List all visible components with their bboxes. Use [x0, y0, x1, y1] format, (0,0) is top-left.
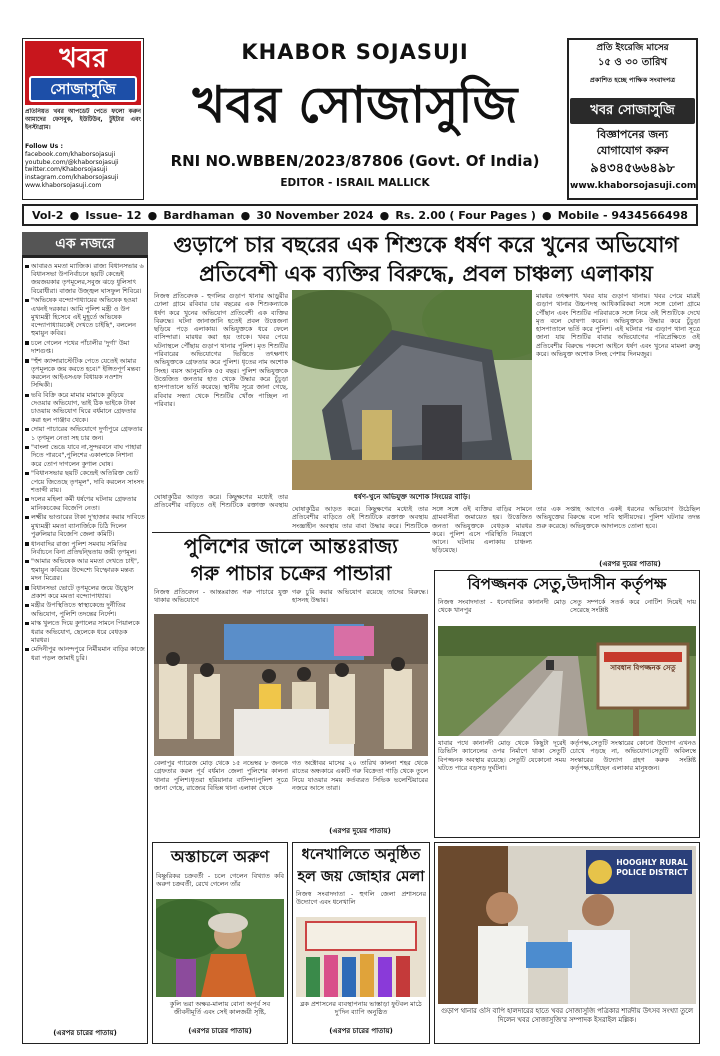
right-web[interactable]: www.khaborsojasuji.com [570, 181, 697, 191]
police-banner-text: HOOGHLY RURAL POLICE DISTRICT [616, 858, 688, 877]
glance-item[interactable]: দলের মহিলা কর্মী ধর্ষণের ঘটনায় গ্রেফতার মানিকচকের বিজেপি নেতা। [25, 495, 145, 511]
social-instagram[interactable]: instagram.com/khaborsojasuji [25, 174, 119, 182]
mela-body: নিজস্ব সংবাদদাতা - হুগলি জেলা প্রশাসনের উদ্যোগে এবং ধনেখালি [296, 890, 426, 907]
lead-photo [292, 290, 532, 490]
social-website[interactable]: www.khaborsojasuji.com [25, 181, 102, 189]
masthead-title-bn: খবর সোজাসুজি [192, 76, 518, 134]
glance-item[interactable]: মাস্ক খুলতে দিয়ে কুণালের সামনে পিয়ালকে ধরার অভিযোগ, ছেলেকে ধরে বেধড়ক মারধর। [25, 619, 145, 644]
glance-item[interactable]: দোয়া পাচারের অভিযোগে দুর্গাপুরে গ্রেফতার ১ তৃণমূল নেতা সহ চার জন। [25, 425, 145, 441]
right-ad2: যোগাযোগ করুন [596, 144, 669, 157]
mela-photo-image [296, 917, 426, 997]
glance-item[interactable]: মন্ত্রীর উপস্থিতিতে স্বাস্থ্যকেন্দ্রে দুর্নীতির অভিযোগ, পুলিশি তদন্তের নির্দেশ। [25, 601, 145, 617]
cattle-continued[interactable]: (এরপর দুয়ের পাতায়) [329, 827, 391, 835]
lead-col-3b: ঘোষাকুঠির আড়ত করে। কিছুক্ষণের মধ্যেই তার প্রতিবেশীর বাড়িতে ওই শিশুটিকে রক্তাক্ত অবস্থায় সংজ্ঞাহীন অবস্থায় তার বাবা উদ্ধার করে। শিশুটিকে [292, 505, 428, 529]
glance-item[interactable]: "আমার অভিষেক আর মমতা দেখতে চাই", হুমায়ুন কবিরের উদ্দেশ্যে বিস্ফোরক মন্তব্য মদন মিত্রের। [25, 557, 145, 582]
glance-continued[interactable]: (এরপর চারের পাতায়) [53, 1029, 117, 1037]
info-price: Rs. 2.00 ( Four Pages ) [395, 208, 536, 222]
cattle-body-2: গত অক্টোবর মাসের ২০ তারিখ কালনা শহর থেকে রাতের অন্ধকারে একটি গরু বিক্রেতা গাড়ি থেকে তুলে নিয়ে যাওয়ার সময় কর্তব্যরত সিভিক ভলেন্টিয়ারের নজরে আসে তারা। [292, 759, 428, 792]
bridge-sign-text: সাবধান বিপজ্জনক সেতু [610, 664, 676, 672]
right-ad1: বিজ্ঞাপনের জন্য [597, 128, 668, 141]
glance-title-bar [22, 232, 148, 258]
glance-item[interactable]: ভবি বিক্রি করে মামার মামাকে কুড়িয়ে দেওয়ার অভিযোগ, ভাই ঠিক ভাইকে টাকা চাওয়ায় অভিযোগ ঘিরে বর্ধমানে গ্রেফতার করা হল পাঞ্জাব থেকে। [25, 391, 145, 424]
arun-headline[interactable]: অস্তাচলে অরুণ [170, 847, 270, 866]
cattle-photo-image [154, 614, 428, 756]
cattle-headline-2[interactable]: গরু পাচার চক্রের পান্ডারা [190, 561, 392, 585]
cattle-photo [154, 614, 428, 756]
info-bar [22, 204, 698, 226]
lead-col-2: মারধর তৎক্ষণাৎ খবর যায় গুড়াপ থানায়। খবর পেয়ে মাত্রই গুড়াপ থানার উচ্চপদস্থ আধিকারিকরা সঙ্গে সঙ্গে ঢোলা গ্রামে পৌঁছান এবং শিশুটির পরিবারকে সঙ্গে নিয়ে ওই শিশুটিকে দেখে মৃত বলে ঘোষণা করেন। অভিযুক্তকে উদ্ধার করে চুঁচুড়া হাসপাতালে ভর্তি করে পুলিশ। এই ঘটনার পর গুড়াপ থানা সূত্রে জানা যায় শিশুটির বাবার অভিযোগের পরিপ্রেক্ষিতে ওই প্রতিবেশীর বিরুদ্ধে পকসো আইনে ধর্ষণ এবং খুনের মামলা রুজু করে। অভিযুক্ত অশোক সিংহ পেশায় দিনমজুর। [536, 292, 700, 359]
lead-photo-image [292, 290, 532, 490]
cattle-body-1: বেলাপুর গ্যারেজ মোড় থেকে ১৫ নভেম্বর ৮ জনকে গ্রেফতার করল পূর্ব বর্ধমান জেলা পুলিশের কালনা থানার পুলিশ।ধৃতরা হরিয়ানার বাসিন্দা।পুলিশ সূত্রে জানা গেছে, রাজ্যের বিভিন্ন থানা এলাকা থেকে [154, 759, 288, 792]
glance-list [25, 262, 145, 1024]
bullet-icon: ● [240, 208, 251, 222]
social-links [25, 143, 141, 190]
lead-col-3: ঘোষাকুঠির আড়ত করে। কিছুক্ষণের মধ্যেই তার প্রতিবেশীর বাড়িতে ওই শিশুটিকে রক্তাক্ত অবস্থায় [154, 493, 288, 509]
follow-label: Follow Us : [25, 143, 63, 150]
bridge-body-1: যাবার পথে কানানদী মোড় থেকে কিছুটা দূরেই ডিভিসি ক্যানেলের ওপর নির্মাণে থাকা সেতুটি বিপজ্জনক অবস্থায় রয়েছে। সেতুটি যেকোনো সময় ঘটতে পারে বড়সড় দুর্ঘটনা। [438, 739, 566, 772]
social-youtube[interactable]: youtube.com/@khaborsojasuji [25, 158, 119, 166]
lead-caption: ধর্ষণ-খুনে অভিযুক্ত অশোক সিংয়ের বাড়ি। [353, 493, 471, 501]
bridge-col-2: সেতু সম্পর্কে সতর্ক করে নোটিশ দিয়েই দায় সেরেছে সংশ্লিষ্ট [570, 598, 696, 615]
masthead-logo[interactable] [25, 41, 141, 105]
bullet-icon: ● [69, 208, 80, 222]
info-issue: Issue- 12 [85, 208, 142, 222]
lead-continued[interactable]: (এরপর দুয়ের পাতায়) [599, 560, 661, 568]
info-place: Bardhaman [163, 208, 235, 222]
right-line3: প্রকাশিত হচ্ছে পাক্ষিক সংবাদপত্র [589, 76, 676, 84]
bridge-headline[interactable]: বিপজ্জনক সেতু,উদাসীন কর্তৃপক্ষ [467, 575, 667, 593]
arun-photo [156, 899, 284, 997]
social-facebook[interactable]: facebook.com/khaborsojasuji [25, 150, 116, 158]
bridge-photo-image [438, 626, 696, 736]
bridge-body-2: কর্তৃপক্ষ,সেতুটি সংস্কারের কোনো উদ্যোগ এখনও চোখে পড়ছে না, অভিযোগ।সেতুটি অবিলম্বে সংস্কারের উদ্যোগ গ্রহণ করুক সংশ্লিষ্ট কর্তৃপক্ষ,চাইছেন এলাকার মানুষজন। [570, 739, 696, 772]
glance-item[interactable]: চলে গেলেন পথের পাঁচালীর 'দুর্গা' উমা দাশগুপ্ত। [25, 339, 145, 355]
masthead-rni: RNI NO.WBBEN/2023/87806 (Govt. Of India) [170, 152, 540, 170]
masthead-title-en: KHABOR SOJASUJI [241, 40, 469, 64]
arun-caption: কুলি ভরা অক্ষর-মালায় বোনা অপূর্ব সব জীবনীমূর্তি এবং সেই কালজয়ী সৃষ্টি, [169, 1000, 271, 1016]
right-brand-text: খবর সোজাসুজি [590, 103, 675, 118]
mela-headline-1[interactable]: ধনেখালিতে অনুষ্ঠিত [301, 847, 421, 863]
glance-item[interactable]: "বাংলা ভেঙে যাবে না,সুন্দরবনে বাঘ পাহারা দিতে পারবে",পুলিশের একাংশকে নিশানা করে তোপ দাগলেন কুণাল ঘোষ। [25, 443, 145, 468]
lead-col-4: সঙ্গে সঙ্গে ওই ব্যক্তির বাড়ির সামনে গ্রামবাসীরা জমায়েত হয়। উত্তেজিত জনতা অভিযুক্তকে বেধড়ক মারধর করে। পুলিশ এসে পরিস্থিতি নিয়ন্ত্রণে আনে। ঘটনায় এলাকায় চাঞ্চল্য ছড়িয়েছে। [432, 505, 532, 555]
right-phone[interactable]: ৯৪৩৪৫৬৬৪৯৮ [590, 161, 675, 176]
glance-item[interactable]: "অভিষেক বন্দ্যোপাধ্যায়ের অভিষেক হওয়া এখনই দরকার। আমি পুলিশ মন্ত্রী ও উপ মুখ্যমন্ত্রী হিসেবে এই মুহূর্তে অভিষেক বন্দ্যোপাধ্যায়কেই দেখতে চাইছি", বললেন হুমায়ুন কবির। [25, 296, 145, 337]
bridge-col-1: নিজস্ব সংবাদদাতা - ধনেখালির কানানদী মোড় থেকে খানপুর [438, 598, 566, 615]
info-date: 30 November 2024 [256, 208, 374, 222]
bullet-icon: ● [542, 208, 552, 222]
glance-item[interactable]: বিধানসভা ভোটে তৃণমূলের জয়ে উচ্ছ্বাস প্রকাশ করে মমতা বন্দ্যোপাধ্যায়। [25, 584, 145, 600]
social-twitter[interactable]: twitter.com/Khaborsojasuji [25, 166, 108, 174]
cattle-col-2: গরু চুরি করার অভিযোগ রয়েছে তাদের বিরুদ্ধে। হাসনহ উদ্ধার। [292, 588, 428, 605]
mela-headline-2[interactable]: হল জয় জোহার মেলা [297, 869, 425, 885]
right-line1: প্রতি ইংরেজি মাসের [596, 43, 669, 53]
police-photo [438, 846, 696, 1004]
info-mobile: Mobile - 9434566498 [557, 208, 688, 222]
lead-col-5: তার এক সপ্তাহ আগেও একই ধরনের অভিযোগ উঠেছিল অভিযুক্তের বিরুদ্ধে বলে দাবি স্থানীয়দের। পুলিশ ঘটনার তদন্ত শুরু করেছে। অভিযুক্তকে আদালতে তোলা হবে। [536, 505, 700, 530]
lead-headline-1[interactable]: গুড়াপে চার বছরের এক শিশুকে ধর্ষণ করে খুনের অভিযোগ [173, 233, 679, 258]
masthead-editor: EDITOR - ISRAIL MALLICK [280, 177, 430, 189]
arun-continued[interactable]: (এরপর চারের পাতায়) [188, 1027, 252, 1035]
bridge-photo [438, 626, 696, 736]
logo-bottom-text: সোজাসুজি [50, 80, 116, 98]
glance-item[interactable]: লক্ষ্মীর ভাণ্ডারের টাকা দু'হাজার করার দাবিতে মুখ্যমন্ত্রী মমতা ব্যানার্জিকে চিঠি দিলেন পুরুলিয়ার বিজেপি জেলা কমিটি। [25, 513, 145, 538]
arun-body: বিষ্ণুরিকর চক্রবর্তী - চলে গেলেন বিখ্যাত কবি অরুণ চক্রবর্তী, রেখে গেলেন তাঁর [156, 872, 284, 889]
right-brand-badge [570, 98, 695, 124]
glance-item[interactable]: ধানবাদির রাজ্য পুলিশ সমবায় সমিতির নির্বাচনে বিনা প্রতিদ্বন্দ্বিতায় জয়ী তৃণমূল। [25, 540, 145, 556]
glance-item[interactable]: মেদিনীপুর আনন্দপুরে নির্মীয়মান বাড়ির কাজে ধরা পড়ল জামাই চুরি। [25, 645, 145, 661]
mela-caption: ব্লক প্রশাসনের ব্যবস্থাপনায় ভাস্তাড়া ফুটবল মাঠে দু'দিন ব্যাপি অনুষ্ঠিত [300, 1000, 422, 1016]
right-line2: ১৫ ও ৩০ তারিখ [597, 57, 668, 68]
arun-photo-image [156, 899, 284, 997]
cattle-col-1: নিজস্ব প্রতিবেদন - আন্তঃরাজ্য গরু পাচারে যুক্ত থাকার অভিযোগে [154, 588, 288, 605]
glance-item[interactable]: আবারও মমতা ম্যাজিক। রাজ্য বিধানসভার ৬ বিধানসভা উপনির্বাচনে ছয়টি কেন্দ্রেই জয়জয়কার তৃণমূলের,সবুজ ঝড়ে ধুলিসাৎ বিরোধীরা। বাজার উজ্জ্বল ঘাসফুল শিবিরে। [25, 262, 145, 295]
glance-title: এক নজরে [55, 236, 115, 252]
cattle-headline-1[interactable]: পুলিশের জালে আন্তঃরাজ্য [184, 534, 398, 558]
lead-headline-2[interactable]: প্রতিবেশী এক ব্যক্তির বিরুদ্ধে, প্রবল চাঞ্চল্য এলাকায় [199, 262, 653, 287]
logo-bottom-badge [29, 76, 137, 102]
info-vol: Vol-2 [32, 208, 64, 222]
mela-continued[interactable]: (এরপর চারের পাতায়) [329, 1027, 393, 1035]
glance-item[interactable]: "হুঁশ ক্যান্সারাস্টেটিক পেতে যেতেই আমার তৃণমূলকে জয় করতে হবে।" ইঙ্গিতপূর্ণ মন্তব্য করলেন আইএসএফ বিধায়ক নওশাদ সিদ্দিকী। [25, 357, 145, 390]
bullet-icon: ● [147, 208, 158, 222]
police-caption: গুড়াপ থানার ওসি বাপি হালদারের হাতে খবর সোজাসুজি পত্রিকার শারদীয় উৎসব সংখ্যা তুলে দিলেন খবর সোজাসুজি'র সম্পাদক ইসরাইল মল্লিক। [441, 1007, 693, 1024]
logo-top-text: খবর [59, 43, 107, 74]
bullet-icon: ● [379, 208, 390, 222]
lead-col-1: নিজস্ব প্রতিবেদক - হুগলির গুড়াপ থানার আড়ুরীর ঢোলা গ্রামে রবিবার চার বছরের এক শিশুকন্যাকে ধর্ষণ করে খুনের অভিযোগ প্রতিবেশী এক ব্যক্তির বিরুদ্ধে। ঘটনা জানাজানি হতেই প্রবল উত্তেজনা ছড়িয়ে পড়ে এলাকায়। অভিযুক্তকে ধরে ফেলে বাসিন্দারা। মারধর করা হয় তাকে। খবর পেয়ে ঘটনাস্থলে পৌঁছায় গুড়াপ থানার পুলিশ। মৃত শিশুটির পরিবারের অভিযোগের ভিত্তিতে তৎক্ষণাৎ অভিযুক্তকে গ্রেফতার করে পুলিশ। ধৃতের নাম অশোক সিংহ। বয়স আনুমানিক ৫৫ বছর। পুলিশ অভিযুক্তকে উত্তেজিত জনতার হাত থেকে উদ্ধার করে চুঁচুড়া হাসপাতালে ভর্তি করেছে। স্থানীয় সূত্রে জানা গেছে, রবিবার সন্ধ্যা থেকে শিশুটির খোঁজ পাচ্ছিল না পরিবার। [154, 292, 288, 408]
mela-photo [296, 917, 426, 997]
glance-item[interactable]: "বিধানসভার ছয়টি কেন্দ্রেই অতিরিক্ত ভোট পেয়ে জিতেছে তৃণমূল", দাবি করলেন সাংসদ শতাব্দী রায়। [25, 469, 145, 494]
logo-tagline: প্রতিনিয়ত খবর আপডেট পেতে ফলো করুন আমাদের ফেসবুক, ইউটিউব, টুইটার এবং ইনস্টাগ্রাম। [25, 108, 141, 131]
